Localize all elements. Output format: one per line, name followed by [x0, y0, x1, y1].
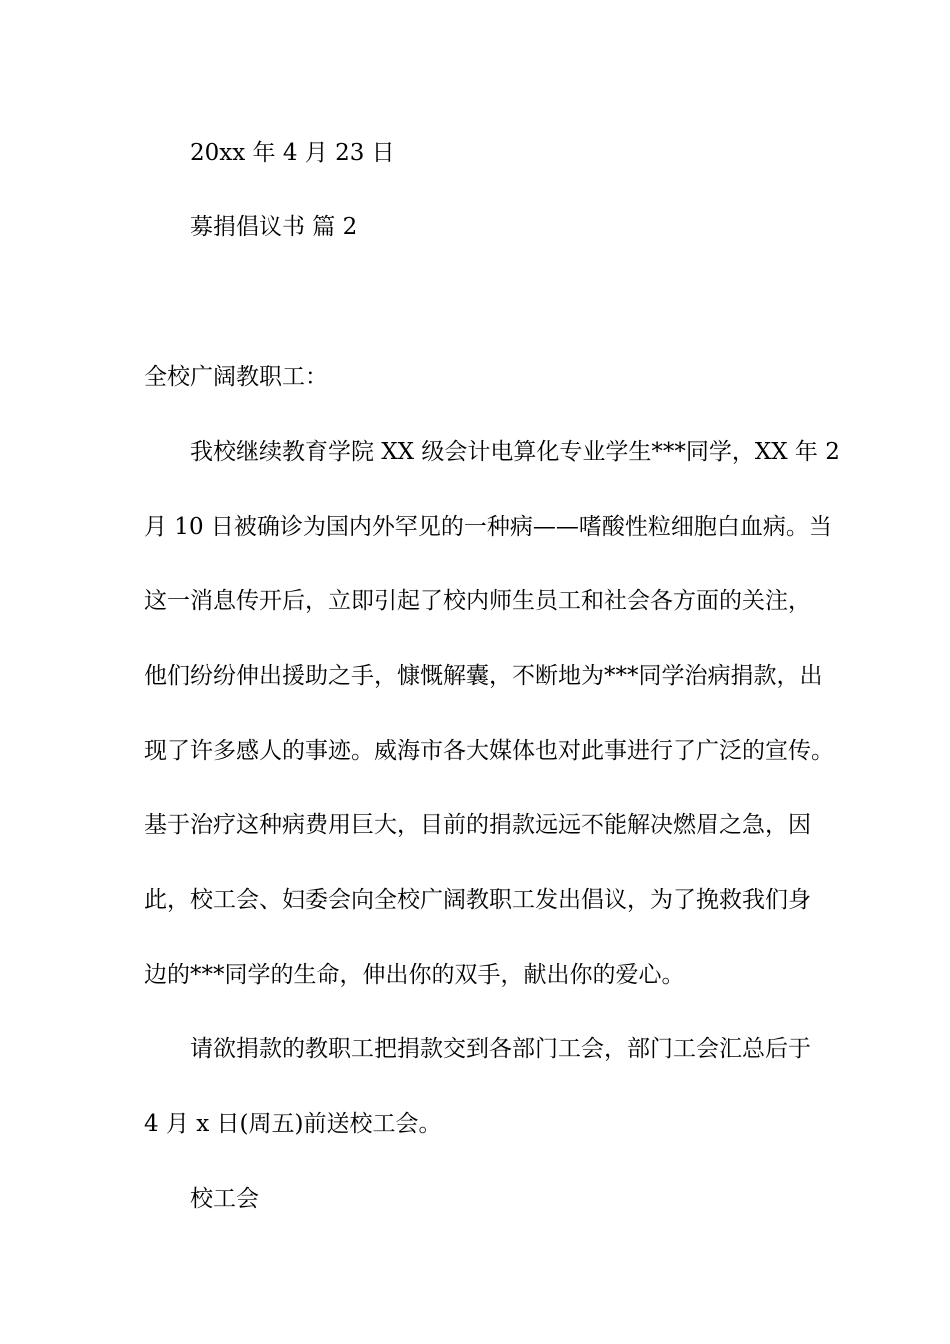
paragraph-line: 现了许多感人的事迹。威海市各大媒体也对此事进行了广泛的宣传。	[144, 738, 834, 764]
paragraph-line: 边的***同学的生命，伸出你的双手，献出你的爱心。	[144, 962, 685, 988]
salutation: 全校广阔教职工：	[144, 364, 328, 390]
section-title: 募捐倡议书 篇 2	[190, 214, 358, 240]
paragraph-line: 他们纷纷伸出援助之手，慷慨解囊，不断地为***同学治病捐款，出	[144, 663, 823, 689]
paragraph-line: 此，校工会、妇委会向全校广阔教职工发出倡议，为了挽救我们身	[144, 887, 811, 913]
paragraph-line: 基于治疗这种病费用巨大，目前的捐款远远不能解决燃眉之急，因	[144, 812, 811, 838]
paragraph-line: 月 10 日被确诊为国内外罕见的一种病——嗜酸性粒细胞白血病。当	[144, 514, 832, 540]
paragraph-line: 4 月 x 日(周五)前送校工会。	[144, 1111, 442, 1137]
paragraph-line: 我校继续教育学院 XX 级会计电算化专业学生***同学，XX 年 2	[190, 439, 840, 465]
paragraph-line: 这一消息传开后，立即引起了校内师生员工和社会各方面的关注，	[144, 588, 811, 614]
signature: 校工会	[190, 1186, 259, 1212]
paragraph-line: 请欲捐款的教职工把捐款交到各部门工会，部门工会汇总后于	[190, 1036, 811, 1062]
date-line: 20xx 年 4 月 23 日	[190, 140, 395, 166]
